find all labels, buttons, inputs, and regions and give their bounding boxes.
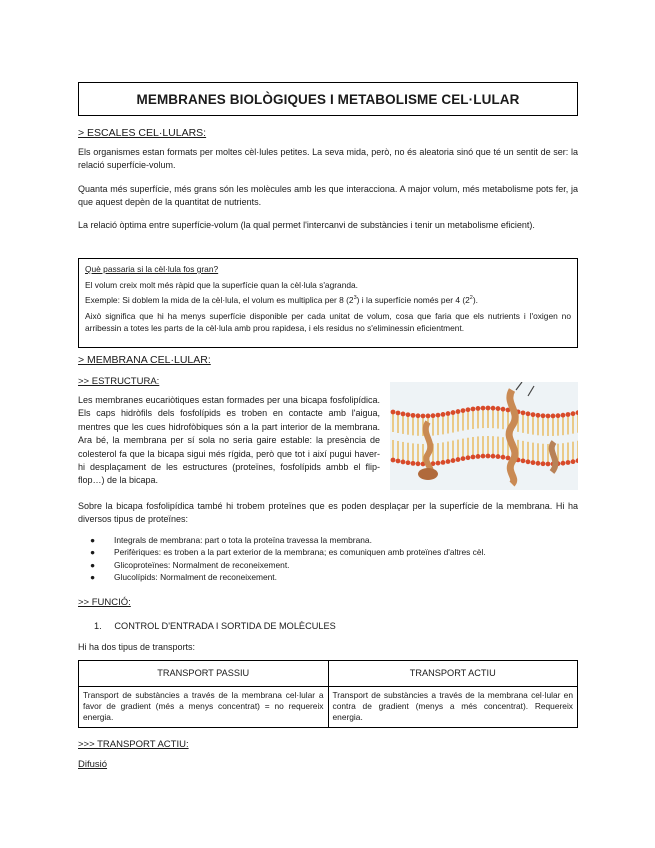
lipid-head: [396, 459, 401, 464]
lipid-head: [466, 455, 471, 460]
lipid-head: [446, 411, 451, 416]
lipid-head: [416, 413, 421, 418]
list-item: [78, 559, 578, 571]
list-item-text: Glicoproteïnes: Normalment de reconeixement.: [114, 559, 290, 570]
lipid-head: [411, 461, 416, 466]
lipid-head: [476, 406, 481, 411]
lipid-head: [461, 408, 466, 413]
paragraph: La relació òptima entre superfície-volum (la qual permet l'intercanvi de substàncies i tenir un metabolisme eficient).: [78, 220, 535, 230]
lipid-head: [501, 455, 506, 460]
lipid-head: [471, 455, 476, 460]
lipid-head: [526, 459, 531, 464]
lipid-head: [411, 413, 416, 418]
lipid-head: [561, 413, 566, 418]
bullet-icon: ●: [90, 572, 96, 583]
lipid-head: [476, 454, 481, 459]
lipid-head: [496, 406, 501, 411]
superscript: 3: [353, 295, 357, 302]
list-item: [78, 571, 578, 583]
bullet-icon: ●: [90, 559, 96, 570]
lipid-head: [471, 407, 476, 412]
box-line: El volum creix molt més ràpid que la superfície quan la cèl·lula s'agranda.: [85, 279, 358, 290]
page-title: MEMBRANES BIOLÒGIQUES I METABOLISME CEL·LULAR: [78, 82, 578, 116]
lipid-head: [391, 410, 396, 415]
section-heading-membrana: > MEMBRANA CEL·LULAR:: [78, 354, 211, 366]
list-item-text: Perifèriques: es troben a la part exterior de la membrana; es comuniquen amb proteïnes d'altres cèl.: [114, 547, 486, 558]
lipid-head: [461, 456, 466, 461]
subheading-transport-actiu: >>> TRANSPORT ACTIU:: [78, 739, 189, 750]
lipid-head: [521, 410, 526, 415]
lipid-head: [531, 460, 536, 465]
table-header: TRANSPORT ACTIU: [328, 661, 578, 687]
table-header-row: [79, 661, 578, 687]
lipid-head: [541, 413, 546, 418]
bullet-icon: ●: [90, 547, 96, 558]
lipid-head: [436, 461, 441, 466]
membrane-illustration: [390, 382, 578, 490]
lipid-head: [466, 407, 471, 412]
table-cell: Transport de substàncies a través de la membrana cel·lular en contra de gradient (menys a més concentrat). Requereix energia.: [328, 687, 578, 728]
lipid-head: [406, 412, 411, 417]
lipid-head: [551, 414, 556, 419]
paragraph: Hi ha dos tipus de transports:: [78, 642, 196, 652]
lipid-head: [521, 458, 526, 463]
lipid-head: [426, 414, 431, 419]
lipid-head: [491, 454, 496, 459]
subheading-estructura: >> ESTRUCTURA:: [78, 376, 160, 387]
lipid-head: [546, 414, 551, 419]
subheading-difusio: Difusió: [78, 759, 108, 770]
lipid-head: [531, 412, 536, 417]
lipid-head: [571, 411, 576, 416]
section-heading-escales: > ESCALES CEL·LULARS:: [78, 127, 207, 139]
lipid-head: [401, 412, 406, 417]
table-cell: Transport de substàncies a través de la membrana cel·lular a favor de gradient (més a menys concentrat) = no requereix energia.: [79, 687, 329, 728]
lipid-head: [571, 459, 576, 464]
lipid-head: [396, 411, 401, 416]
lipid-head: [501, 407, 506, 412]
lipid-head: [481, 454, 486, 459]
paragraph: Quanta més superfície, més grans són les molècules amb les que interacciona. A major volum, més metabolisme pots fer, ja que aquest depèn de la quantitat de nutrients.: [78, 184, 578, 208]
lipid-head: [536, 461, 541, 466]
lipid-head: [486, 406, 491, 411]
lipid-head: [416, 461, 421, 466]
lipid-head: [446, 459, 451, 464]
example-text: ).: [472, 295, 478, 306]
lipid-head: [481, 406, 486, 411]
protein-blob: [418, 468, 438, 480]
superscript: 2: [469, 295, 473, 302]
lipid-head: [391, 458, 396, 463]
lipid-head: [491, 406, 496, 411]
lipid-head: [451, 410, 456, 415]
lipid-head: [486, 454, 491, 459]
question-box: [78, 258, 578, 348]
lipid-head: [441, 460, 446, 465]
box-example: [85, 294, 571, 307]
numbered-heading: 1. CONTROL D'ENTRADA I SORTIDA DE MOLÈCULES: [94, 621, 336, 631]
example-text: Exemple: Si doblem la mida de la cèl·lula, el volum es multiplica per 8 (2: [85, 295, 354, 306]
box-line: Això significa que hi ha menys superfície disponible per cada unitat de volum, cosa que faria que els nutrients i l'oxigen no arribessin a totes les parts de la cèl·lula amb prou rapidesa, i els residus no s'eliminessin eficientment.: [85, 310, 571, 334]
lipid-head: [451, 458, 456, 463]
list-item: [78, 546, 578, 558]
lipid-head: [456, 409, 461, 414]
list-item-text: Integrals de membrana: part o tota la proteïna travessa la membrana.: [114, 535, 372, 545]
lipid-head: [566, 460, 571, 465]
lipid-head: [436, 413, 441, 418]
lipid-head: [401, 460, 406, 465]
lipid-head: [421, 414, 426, 419]
lipid-head: [536, 413, 541, 418]
lipid-head: [431, 413, 436, 418]
lipid-head: [406, 460, 411, 465]
list-item: [78, 534, 578, 546]
protein-right: [552, 442, 556, 472]
box-question: Què passaria si la cèl·lula fos gran?: [85, 264, 219, 274]
lipid-head: [496, 454, 501, 459]
table-header: TRANSPORT PASSIU: [79, 661, 329, 687]
lipid-head: [556, 413, 561, 418]
example-text: ) i la superfície només per 4 (2: [356, 295, 470, 306]
lipid-head: [561, 461, 566, 466]
table-row: [79, 687, 578, 728]
lipid-head: [541, 461, 546, 466]
lipid-head: [526, 411, 531, 416]
transport-table: [78, 660, 578, 728]
subheading-funcio: >> FUNCIÓ:: [78, 597, 131, 608]
paragraph: Sobre la bicapa fosfolipídica també hi trobem proteïnes que es poden desplaçar per la superfície de la membrana. Hi ha diversos tipus de proteïnes:: [78, 501, 578, 525]
protein-types-list: [78, 534, 578, 584]
lipid-head: [546, 462, 551, 467]
paragraph: Les membranes eucariòtiques estan formades per una bicapa fosfolipídica. Els caps hidròfils dels fosfolípids es troben en contacte amb l'aigua, mentres que les cues hidrofòbiques són a la part interior de la membrana. Ara bé, la membrana per sí sola no seria gaire estable: la presència de colesterol fa que la bicapa sigui més rígida, però que tot i així pugui haver-hi desplaçament de les estructures (proteïnes, fosfolípids ambb el flip-flop…) de la bicapa.: [78, 395, 380, 486]
list-item-text: Glucolípids: Normalment de reconeixement.: [114, 572, 277, 583]
paragraph: Els organismes estan formats per moltes cèl·lules petites. La seva mida, però, no és aleatoria sinó que té un sentit de ser: la relació superfície-volum.: [78, 147, 578, 171]
lipid-head: [566, 412, 571, 417]
lipid-head: [441, 412, 446, 417]
lipid-head: [456, 457, 461, 462]
bullet-icon: ●: [90, 535, 96, 545]
